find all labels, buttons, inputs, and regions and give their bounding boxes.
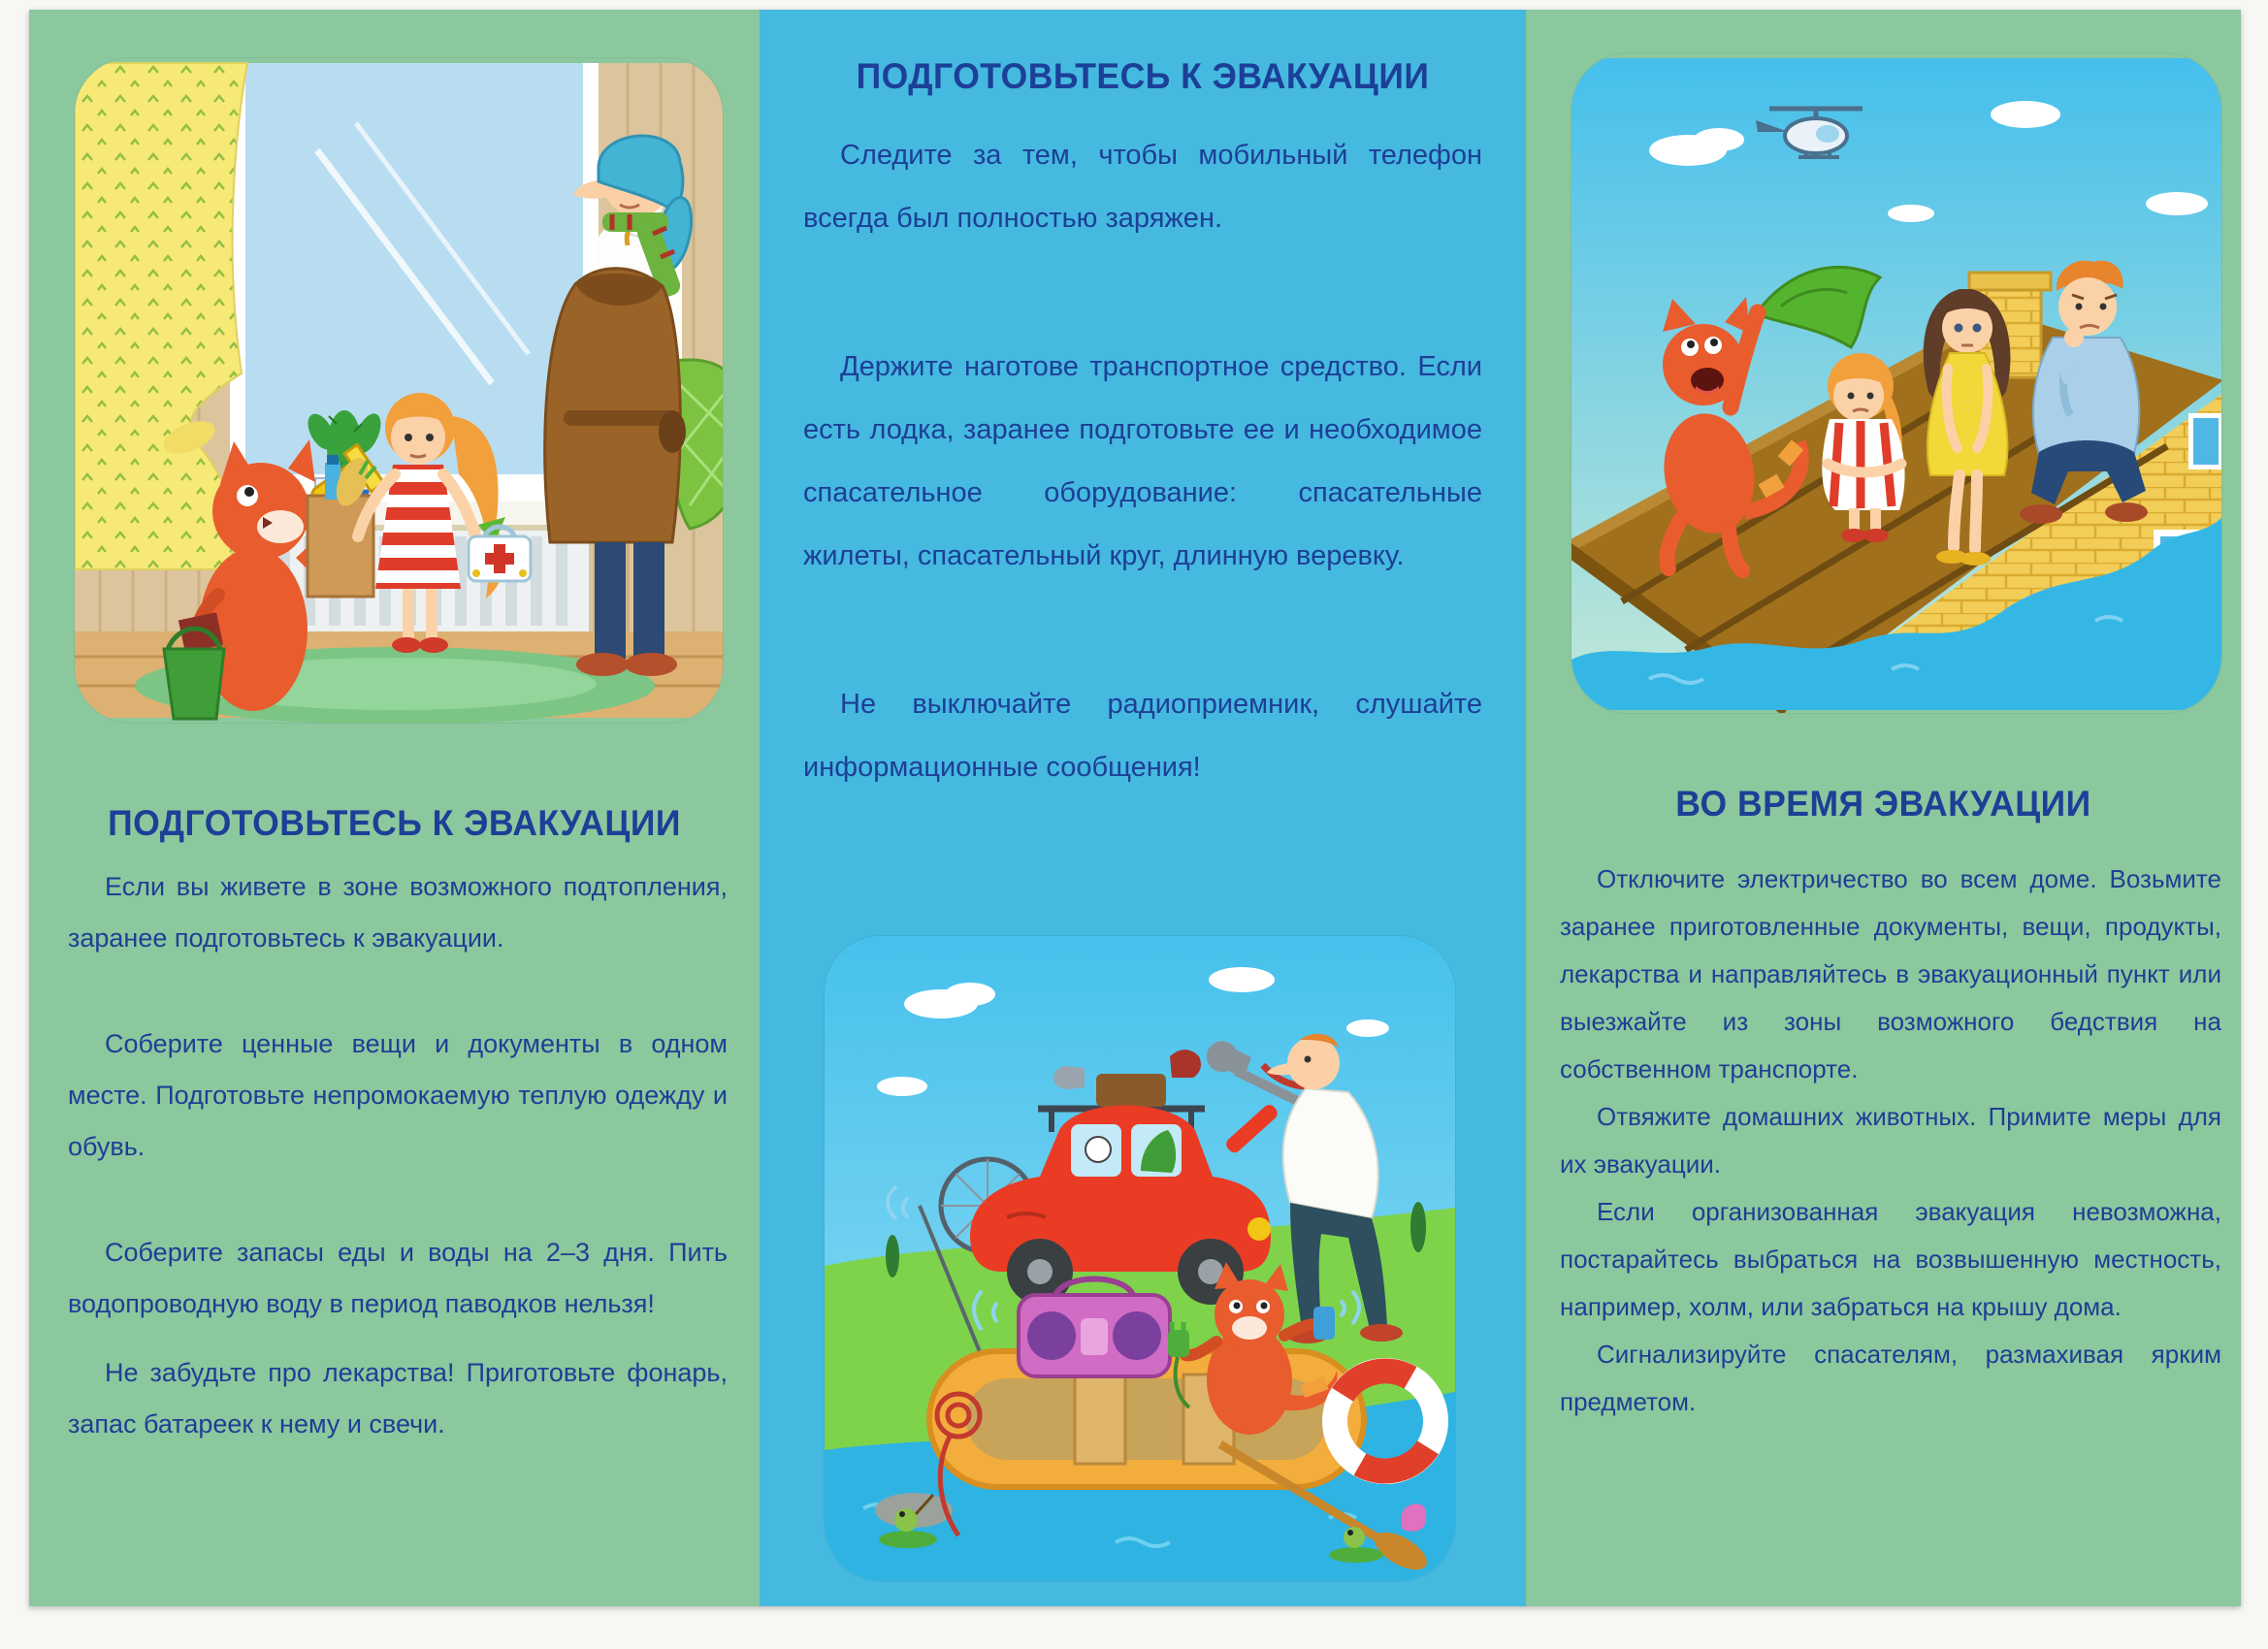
right-paragraph: Если организованная эвакуация невозможна, постарайтесь выбраться на возвышенную местность, например, холм, или забраться на крышу дома.	[1560, 1197, 2221, 1321]
left-paragraph: Соберите запасы еды и воды на 2–3 дня. Пить водопроводную воду в период паводков нельзя!	[68, 1238, 728, 1318]
left-title: ПОДГОТОВЬТЕСЬ К ЭВАКУАЦИИ	[108, 803, 681, 843]
kettle	[1053, 1066, 1085, 1089]
football	[1085, 1137, 1111, 1162]
flooded-roof-scene	[1571, 53, 2221, 713]
left-paragraph: Соберите ценные вещи и документы в одном месте. Подготовьте непромокаемую теплую одежду и обувь.	[68, 1029, 728, 1161]
middle-paragraph: Следите за тем, чтобы мобильный телефон всегда был полностью заряжен.	[803, 140, 1482, 234]
panel-during-evacuation	[1526, 10, 2241, 1606]
family-packing-scene	[75, 58, 723, 723]
brochure-page	[29, 10, 2241, 1606]
right-paragraph: Отвяжите домашних животных. Примите меры для их эвакуации.	[1560, 1102, 2221, 1179]
mobile-phone	[1313, 1307, 1335, 1340]
middle-title: ПОДГОТОВЬТЕСЬ К ЭВАКУАЦИИ	[856, 56, 1430, 96]
left-paragraph: Не забудьте про лекарства! Приготовьте фонарь, запас батареек к нему и свечи.	[68, 1358, 728, 1439]
illustration-car-and-boat	[825, 936, 1455, 1581]
brown-coat	[545, 269, 686, 542]
right-text	[1560, 856, 2221, 1426]
suitcase	[1096, 1074, 1166, 1107]
electric-plug	[1168, 1330, 1189, 1357]
headlight	[1247, 1217, 1271, 1241]
illustration-family-packing	[75, 58, 723, 723]
left-text	[68, 861, 728, 1450]
car-and-boat-scene	[825, 936, 1455, 1581]
middle-paragraph: Держите наготове транспортное средство. Если есть лодка, заранее подготовьте ее и необходимое спасательное оборудование: спасательные жилеты, спасательный круг, длинную веревку.	[803, 351, 1482, 571]
right-paragraph: Отключите электричество во всем доме. Возьмите заранее приготовленные документы, вещи, продукты, лекарства и направляйтесь в эвакуационный пункт или выезжайте из зоны возможного бедствия на собственном транспорте.	[1560, 864, 2221, 1083]
right-title: ВО ВРЕМЯ ЭВАКУАЦИИ	[1675, 784, 2091, 824]
left-paragraph: Если вы живете в зоне возможного подтопления, заранее подготовьтесь к эвакуации.	[68, 872, 728, 953]
panel-prepare-left	[29, 10, 760, 1606]
middle-paragraph: Не выключайте радиоприемник, слушайте информационные сообщения!	[803, 689, 1482, 783]
panel-prepare-middle	[760, 10, 1526, 1606]
illustration-family-on-roof	[1571, 53, 2221, 713]
right-paragraph: Сигнализируйте спасателям, размахивая ярким предметом.	[1560, 1340, 2221, 1416]
middle-text	[803, 124, 1482, 799]
